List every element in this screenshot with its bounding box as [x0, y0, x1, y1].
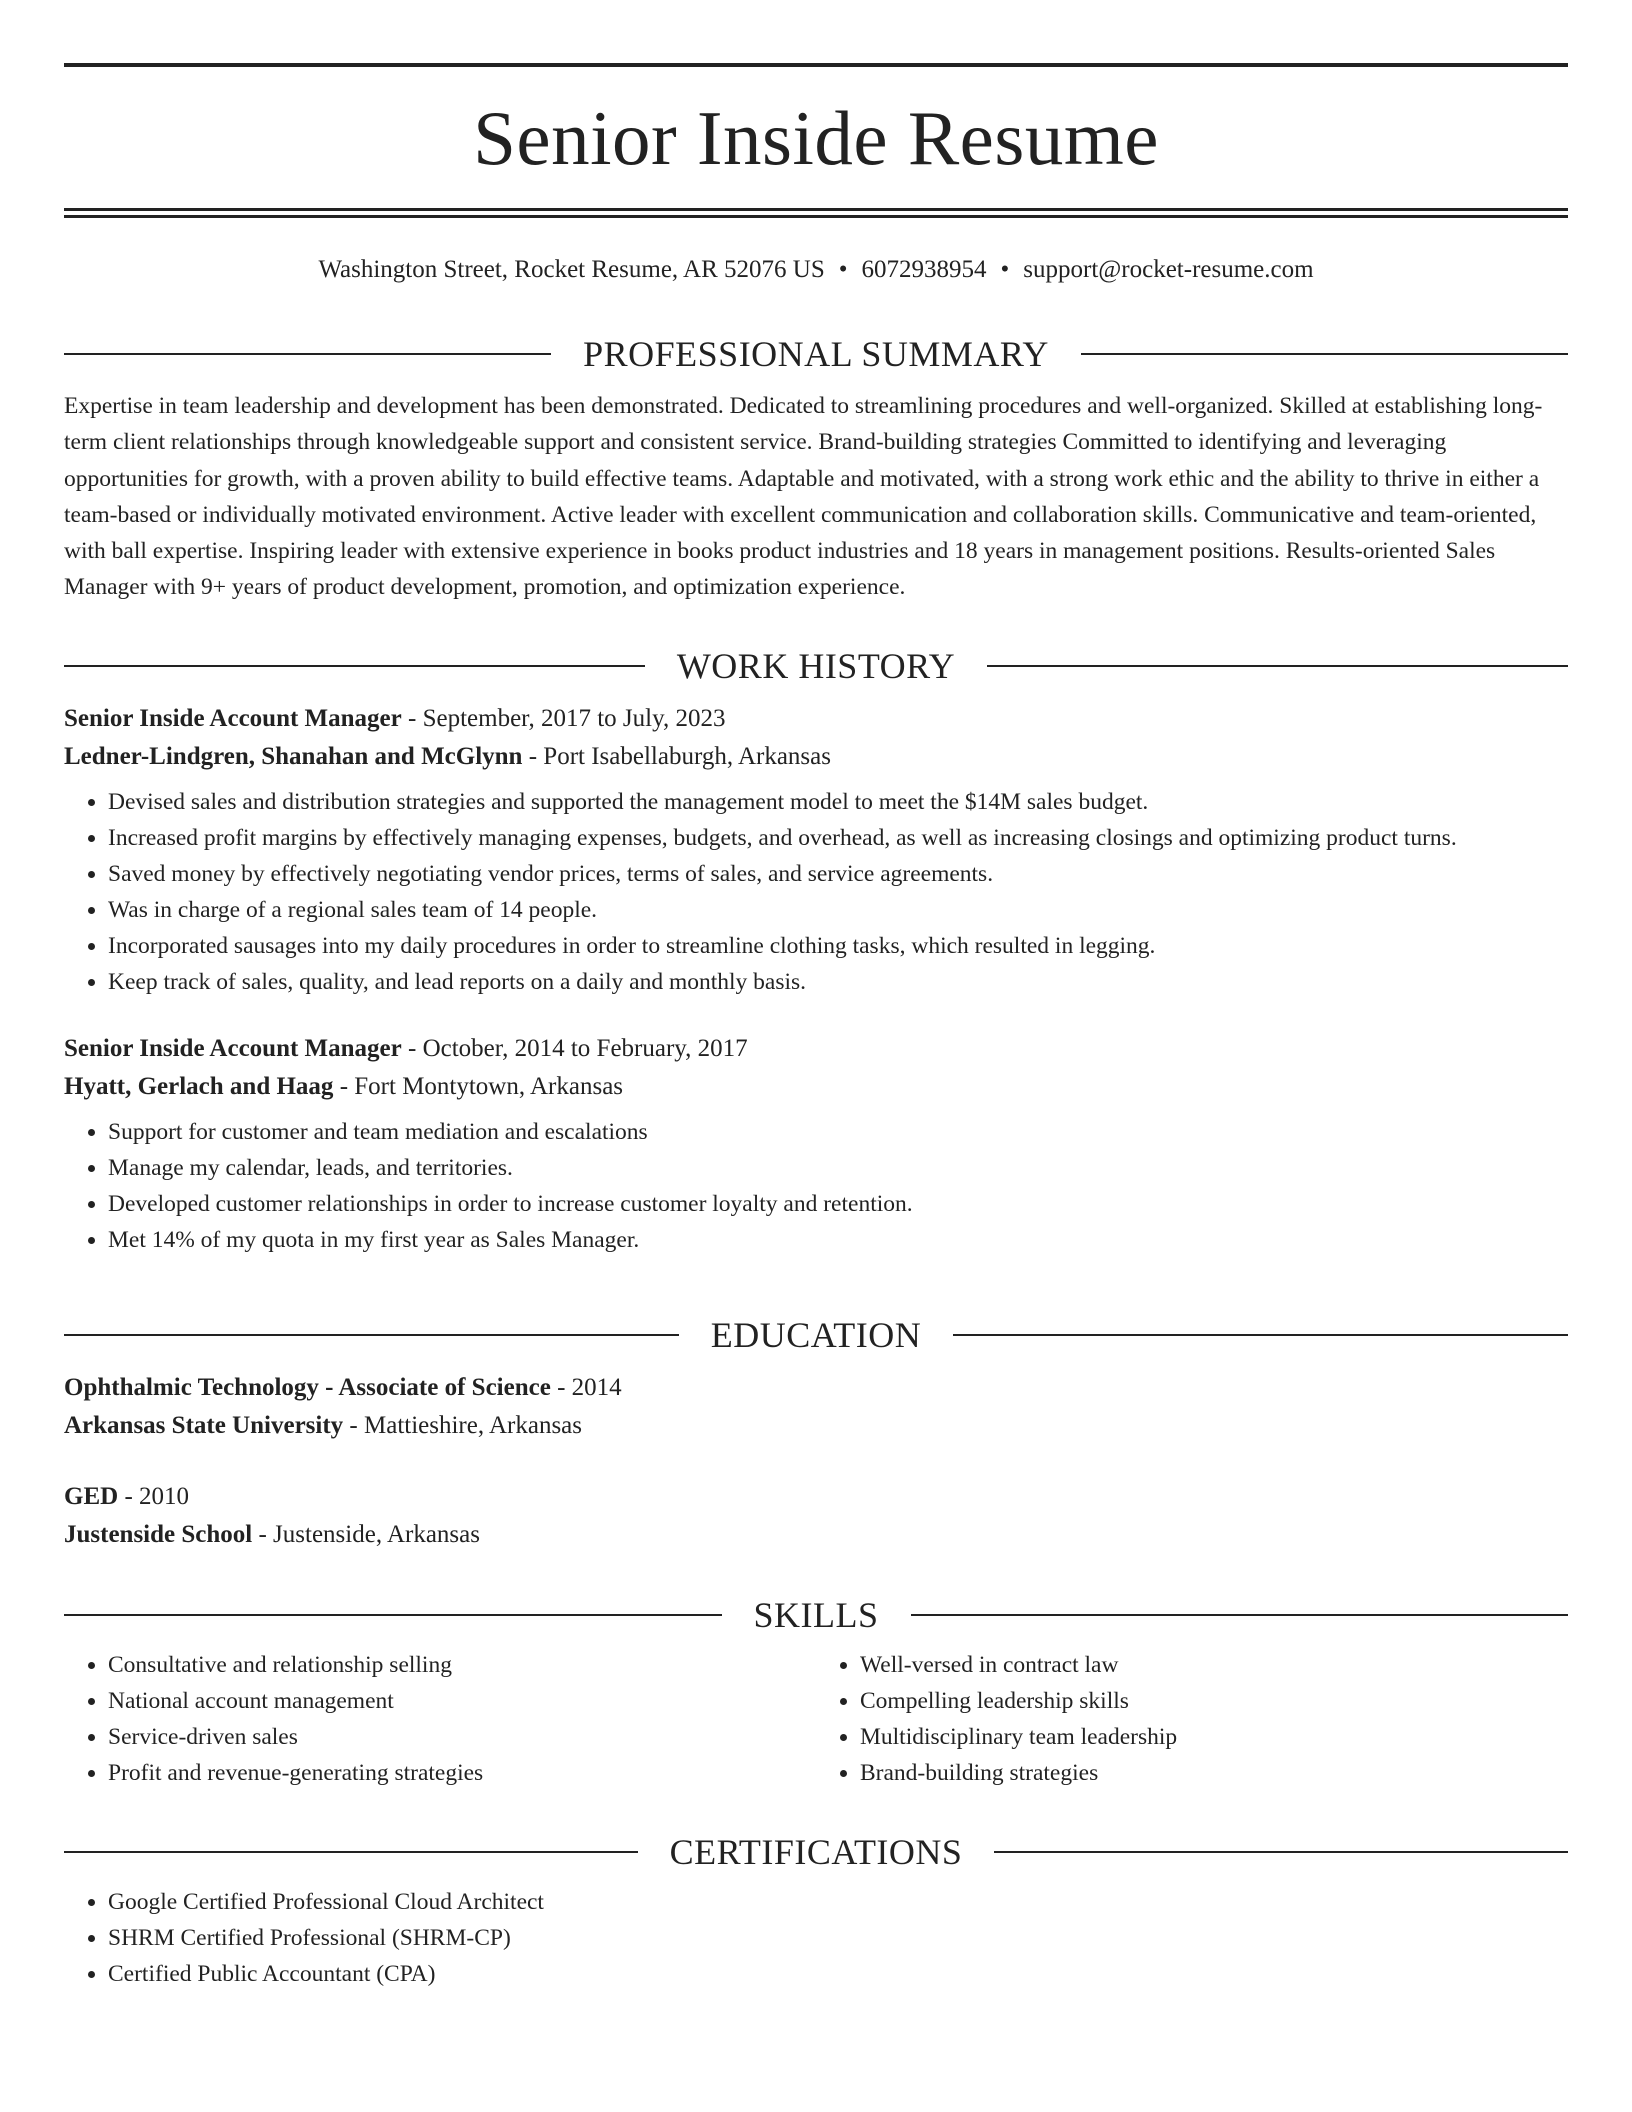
list-item: • Manage my calendar, leads, and territories. [108, 1150, 1568, 1186]
certifications-list [64, 1884, 1568, 1992]
summary-heading: PROFESSIONAL SUMMARY [583, 334, 1049, 374]
contact-address: Washington Street, Rocket Resume, AR 52076 US [318, 256, 825, 283]
skills-heading: SKILLS [753, 1595, 879, 1635]
heading-rule [994, 1851, 1568, 1853]
contact-separator: • [1000, 256, 1010, 283]
job-entry [64, 700, 1568, 1000]
education-section [64, 1313, 1568, 1554]
list-item: • Profit and revenue-generating strategies [108, 1755, 816, 1791]
school-line [64, 1516, 1568, 1554]
heading-rule [911, 1614, 1569, 1616]
work-heading: WORK HISTORY [676, 646, 956, 686]
degree-year: - 2014 [550, 1374, 622, 1401]
degree-line [64, 1478, 1568, 1516]
list-item: • Saved money by effectively negotiating vendor prices, terms of sales, and service agreements. [108, 856, 1568, 892]
list-item: • Keep track of sales, quality, and lead reports on a daily and monthly basis. [108, 964, 1568, 1000]
job-company-line [64, 738, 1568, 776]
job-title-line [64, 1030, 1568, 1068]
job-location: - Port Isabellaburgh, Arkansas [522, 743, 831, 770]
list-item: • Compelling leadership skills [860, 1683, 1568, 1719]
work-history-section [64, 644, 1568, 1258]
resume-name: Senior Inside Resume [473, 95, 1159, 181]
education-entry [64, 1369, 1568, 1445]
certifications-section [64, 1830, 1568, 1992]
heading-rule [64, 353, 551, 355]
job-bullets [64, 1114, 1568, 1258]
degree: GED [64, 1483, 119, 1510]
job-dates: - October, 2014 to February, 2017 [401, 1035, 748, 1062]
school-location: - Justenside, Arkansas [252, 1521, 480, 1548]
heading-rule [64, 1851, 638, 1853]
list-item: • Google Certified Professional Cloud Architect [108, 1884, 1568, 1920]
list-item: • Developed customer relationships in order to increase customer loyalty and retention. [108, 1186, 1568, 1222]
list-item: • Devised sales and distribution strategies and supported the management model to meet the $14M sales budget. [108, 784, 1568, 820]
section-heading [64, 1593, 1568, 1637]
heading-rule [1081, 353, 1568, 355]
skills-columns [64, 1647, 1568, 1791]
heading-rule [953, 1334, 1568, 1336]
list-item: • Was in charge of a regional sales team of 14 people. [108, 892, 1568, 928]
degree-year: - 2010 [118, 1483, 190, 1510]
heading-rule [64, 1614, 722, 1616]
list-item: • Support for customer and team mediation and escalations [108, 1114, 1568, 1150]
job-dates: - September, 2017 to July, 2023 [401, 705, 726, 732]
list-item: • Service-driven sales [108, 1719, 816, 1755]
heading-rule [987, 665, 1568, 667]
contact-phone: 6072938954 [861, 256, 987, 283]
double-rule [64, 208, 1568, 218]
skills-left-list [64, 1647, 816, 1791]
list-item: • National account management [108, 1683, 816, 1719]
heading-rule [64, 665, 645, 667]
list-item: • Multidisciplinary team leadership [860, 1719, 1568, 1755]
section-heading [64, 332, 1568, 376]
contact-separator: • [838, 256, 848, 283]
job-bullets [64, 784, 1568, 1000]
certifications-heading: CERTIFICATIONS [669, 1832, 963, 1872]
job-company: Ledner-Lindgren, Shanahan and McGlynn [64, 743, 523, 770]
section-heading [64, 644, 1568, 688]
school-line [64, 1407, 1568, 1445]
list-item: • Increased profit margins by effectively managing expenses, budgets, and overhead, as well as increasing closings and optimizing product turns. [108, 820, 1568, 856]
job-title-line [64, 700, 1568, 738]
summary-text: Expertise in team leadership and development has been demonstrated. Dedicated to streamlining procedures and well-organized. Skilled at establishing long-term client relationships through knowledgeable support and consistent service. Brand-building strategies Committed to identifying and leveraging opportunities for growth, with a proven ability to build effective teams. Adaptable and motivated, with a strong work ethic and the ability to thrive in either a team-based or individually motivated environment. Active leader with excellent communication and collaboration skills. Communicative and team-oriented, with ball expertise. Inspiring leader with extensive experience in books product industries and 18 years in management positions. Results-oriented Sales Manager with 9+ years of product development, promotion, and optimization experience. [64, 393, 1543, 601]
list-item: • Consultative and relationship selling [108, 1647, 816, 1683]
skills-right-list [816, 1647, 1568, 1791]
top-rule [64, 63, 1568, 67]
heading-rule [64, 1334, 679, 1336]
job-title: Senior Inside Account Manager [64, 705, 402, 732]
skills-section [64, 1593, 1568, 1791]
list-item: • SHRM Certified Professional (SHRM-CP) [108, 1920, 1568, 1956]
job-company-line [64, 1068, 1568, 1106]
list-item: • Met 14% of my quota in my first year as Sales Manager. [108, 1222, 1568, 1258]
school: Arkansas State University [64, 1412, 344, 1439]
degree: Ophthalmic Technology - Associate of Science [64, 1374, 551, 1401]
job-title: Senior Inside Account Manager [64, 1035, 402, 1062]
list-item: • Incorporated sausages into my daily procedures in order to streamline clothing tasks, which resulted in legging. [108, 928, 1568, 964]
list-item: • Brand-building strategies [860, 1755, 1568, 1791]
job-location: - Fort Montytown, Arkansas [333, 1073, 624, 1100]
contact-email: support@rocket-resume.com [1023, 256, 1314, 283]
job-company: Hyatt, Gerlach and Haag [64, 1073, 334, 1100]
list-item: • Certified Public Accountant (CPA) [108, 1956, 1568, 1992]
list-item: • Well-versed in contract law [860, 1647, 1568, 1683]
section-heading [64, 1830, 1568, 1874]
education-heading: EDUCATION [710, 1315, 922, 1355]
school: Justenside School [64, 1521, 253, 1548]
summary-section [64, 332, 1568, 606]
section-heading [64, 1313, 1568, 1357]
degree-line [64, 1369, 1568, 1407]
education-entry [64, 1478, 1568, 1554]
school-location: - Mattieshire, Arkansas [343, 1412, 583, 1439]
job-entry [64, 1030, 1568, 1258]
contact-line [64, 253, 1568, 287]
